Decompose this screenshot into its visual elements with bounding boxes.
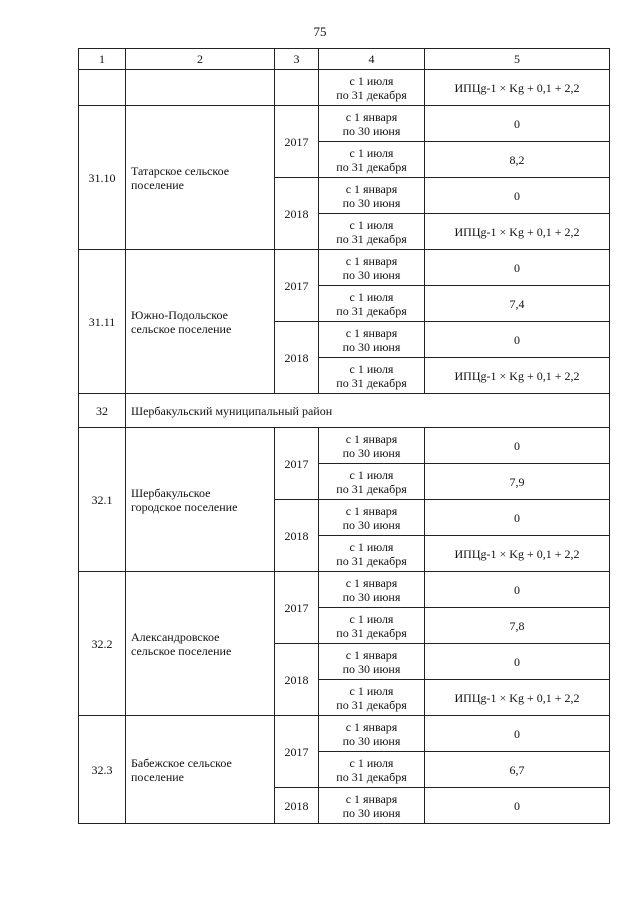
period-line: с 1 января [345, 253, 398, 268]
period-line: по 30 июня [342, 267, 401, 282]
value-cell: ИПЦg-1 × Kg + 0,1 + 2,2 [425, 214, 610, 250]
period-line: с 1 июля [349, 683, 394, 698]
value-cell: 7,8 [425, 608, 610, 644]
settlement-name [126, 250, 275, 394]
value-cell: 0 [425, 716, 610, 752]
continuation-empty-name [126, 70, 275, 106]
row-number: 32.1 [79, 428, 126, 572]
header-col-1: 1 [79, 49, 126, 70]
value-cell: 0 [425, 250, 610, 286]
period-cell [319, 286, 425, 322]
region-number: 32 [79, 394, 126, 428]
period-cell [319, 106, 425, 142]
year-cell: 2017 [275, 106, 319, 178]
value-cell: 0 [425, 644, 610, 680]
period-line: по 31 декабря [336, 303, 407, 318]
year-cell: 2018 [275, 178, 319, 250]
period-line: по 31 декабря [336, 553, 407, 568]
period-line: по 30 июня [342, 589, 401, 604]
page-number: 75 [313, 24, 327, 39]
period-cell [319, 500, 425, 536]
period-cell [319, 680, 425, 716]
header-col-4: 4 [319, 49, 425, 70]
period-cell [319, 428, 425, 464]
period-line: с 1 января [345, 109, 398, 124]
period-cell [319, 70, 425, 106]
value-cell: 0 [425, 178, 610, 214]
period-line: по 31 декабря [336, 375, 407, 390]
period-line: с 1 января [345, 791, 398, 806]
continuation-empty-year [275, 70, 319, 106]
row-number: 31.10 [79, 106, 126, 250]
value-cell: 7,9 [425, 464, 610, 500]
period-line: с 1 июля [349, 145, 394, 160]
settlement-name-line: Бабежское сельское [131, 755, 232, 770]
period-cell [319, 788, 425, 824]
table-row [79, 572, 610, 608]
period-line: по 30 июня [342, 733, 401, 748]
period-line: по 30 июня [342, 805, 401, 820]
value-cell: 0 [425, 572, 610, 608]
period-line: с 1 июля [349, 539, 394, 554]
row-number: 32.3 [79, 716, 126, 824]
period-cell [319, 644, 425, 680]
table-row [79, 716, 610, 752]
period-line: с 1 июля [349, 73, 394, 88]
settlement-name [126, 572, 275, 716]
period-line: с 1 июля [349, 467, 394, 482]
header-col-2: 2 [126, 49, 275, 70]
year-cell: 2017 [275, 428, 319, 500]
year-cell: 2018 [275, 644, 319, 716]
period-line: по 31 декабря [336, 159, 407, 174]
value-cell: 0 [425, 106, 610, 142]
region-row [79, 394, 610, 428]
period-line: по 31 декабря [336, 769, 407, 784]
period-line: по 30 июня [342, 661, 401, 676]
table-row [79, 250, 610, 286]
year-cell: 2017 [275, 572, 319, 644]
period-cell [319, 536, 425, 572]
row-number: 32.2 [79, 572, 126, 716]
period-line: по 31 декабря [336, 625, 407, 640]
period-cell [319, 214, 425, 250]
period-line: по 31 декабря [336, 87, 407, 102]
period-line: с 1 июля [349, 217, 394, 232]
value-cell: ИПЦg-1 × Kg + 0,1 + 2,2 [425, 358, 610, 394]
period-line: с 1 января [345, 503, 398, 518]
settlement-name-line: сельское поселение [131, 321, 232, 336]
period-cell [319, 142, 425, 178]
year-cell: 2018 [275, 500, 319, 572]
period-line: с 1 января [345, 325, 398, 340]
period-line: с 1 июля [349, 611, 394, 626]
period-line: с 1 января [345, 647, 398, 662]
tariff-table-body [79, 49, 610, 824]
period-cell [319, 464, 425, 500]
period-cell [319, 608, 425, 644]
table-row [79, 106, 610, 142]
period-cell [319, 358, 425, 394]
settlement-name-line: поселение [131, 177, 185, 192]
period-line: с 1 января [345, 181, 398, 196]
period-line: по 30 июня [342, 339, 401, 354]
settlement-name-line: Шербакульское [131, 485, 211, 500]
period-line: по 31 декабря [336, 481, 407, 496]
period-cell [319, 752, 425, 788]
year-cell: 2017 [275, 716, 319, 788]
region-name: Шербакульский муниципальный район [126, 394, 610, 428]
period-line: по 31 декабря [336, 231, 407, 246]
period-cell [319, 178, 425, 214]
table-row [79, 428, 610, 464]
continuation-row [79, 70, 610, 106]
period-line: с 1 июля [349, 361, 394, 376]
header-col-3: 3 [275, 49, 319, 70]
header-row [79, 49, 610, 70]
year-cell: 2018 [275, 322, 319, 394]
value-cell: 0 [425, 322, 610, 358]
period-line: по 31 декабря [336, 697, 407, 712]
value-cell: 0 [425, 500, 610, 536]
period-line: по 30 июня [342, 195, 401, 210]
year-cell: 2017 [275, 250, 319, 322]
value-cell: 8,2 [425, 142, 610, 178]
year-cell: 2018 [275, 788, 319, 824]
period-line: по 30 июня [342, 445, 401, 460]
value-cell: ИПЦg-1 × Kg + 0,1 + 2,2 [425, 70, 610, 106]
settlement-name [126, 428, 275, 572]
period-line: с 1 января [345, 719, 398, 734]
value-cell: 6,7 [425, 752, 610, 788]
period-line: с 1 июля [349, 289, 394, 304]
value-cell: 0 [425, 428, 610, 464]
period-line: с 1 июля [349, 755, 394, 770]
settlement-name [126, 106, 275, 250]
settlement-name-line: городское поселение [131, 499, 238, 514]
settlement-name [126, 716, 275, 824]
period-cell [319, 322, 425, 358]
settlement-name-line: Татарское сельское [131, 163, 230, 178]
header-col-5: 5 [425, 49, 610, 70]
value-cell: 7,4 [425, 286, 610, 322]
value-cell: 0 [425, 788, 610, 824]
period-line: с 1 января [345, 431, 398, 446]
period-line: с 1 января [345, 575, 398, 590]
period-cell [319, 250, 425, 286]
settlement-name-line: Южно-Подольское [131, 307, 228, 322]
period-cell [319, 716, 425, 752]
settlement-name-line: сельское поселение [131, 643, 232, 658]
value-cell: ИПЦg-1 × Kg + 0,1 + 2,2 [425, 680, 610, 716]
tariff-table [78, 48, 610, 824]
period-line: по 30 июня [342, 517, 401, 532]
period-cell [319, 572, 425, 608]
settlement-name-line: поселение [131, 769, 185, 784]
continuation-empty-id [79, 70, 126, 106]
settlement-name-line: Александровское [131, 629, 220, 644]
value-cell: ИПЦg-1 × Kg + 0,1 + 2,2 [425, 536, 610, 572]
row-number: 31.11 [79, 250, 126, 394]
period-line: по 30 июня [342, 123, 401, 138]
